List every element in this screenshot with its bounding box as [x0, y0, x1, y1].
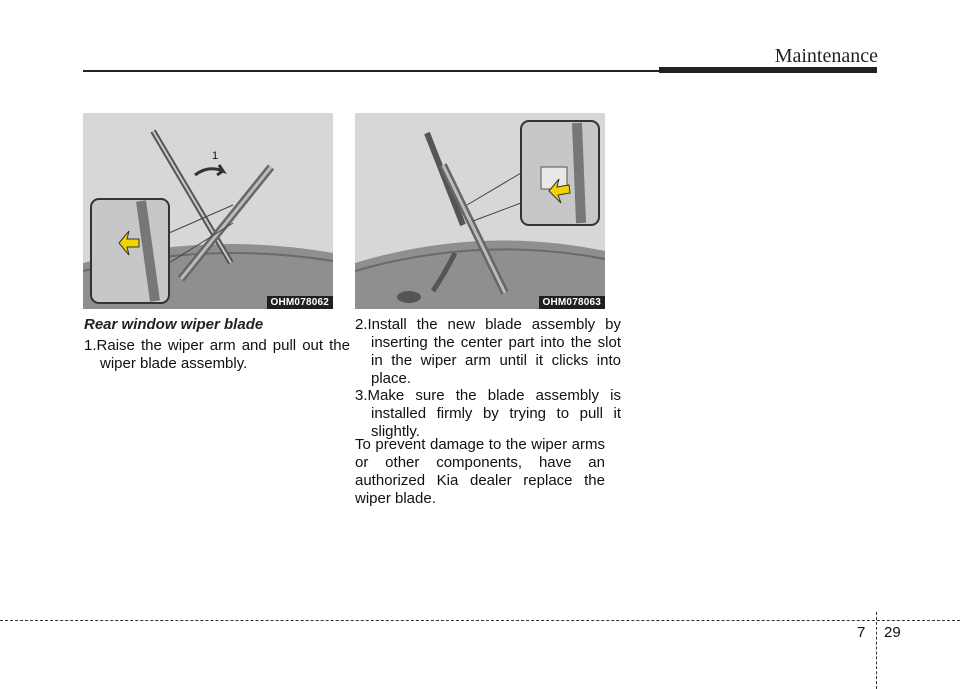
header-rule-thin: [83, 70, 663, 72]
figure-remove-blade: [83, 113, 333, 309]
footer-dashed-rule: [0, 620, 960, 621]
callout-number: 1: [212, 150, 219, 162]
service-note: To prevent damage to the wiper arms or other components, have an authorized Kia dealer replace the wiper blade.: [355, 436, 605, 507]
wiper-pivot: [397, 291, 421, 303]
step-number: 2.: [355, 316, 368, 333]
step-1: [84, 337, 350, 373]
step-3: [355, 387, 621, 441]
step-text: Raise the wiper arm and pull out the wiper blade assembly.: [96, 337, 350, 372]
wiper-removal-illustration: [83, 113, 333, 309]
step-text: Install the new blade assembly by inserting the center part into the slot in the wiper arm until it clicks into place.: [367, 316, 621, 387]
step-2: [355, 316, 621, 388]
chapter-number: 7: [857, 624, 866, 641]
step-text: Make sure the blade assembly is installed firmly by trying to pull it slightly.: [367, 387, 621, 440]
step-number: 3.: [355, 387, 368, 404]
wiper-install-illustration: [355, 113, 605, 309]
figure-code: OHM078063: [539, 296, 606, 309]
wiper-arm: [427, 133, 463, 225]
footer-vertical-separator: [876, 612, 877, 689]
figure-install-blade: [355, 113, 605, 309]
page-number: 29: [884, 624, 901, 641]
header-rule-thick: [659, 67, 877, 73]
step-number: 1.: [84, 337, 97, 354]
section-title: Rear window wiper blade: [84, 316, 264, 333]
figure-code: OHM078062: [267, 296, 334, 309]
page-header-title: Maintenance: [774, 45, 878, 67]
rotation-arrow: [195, 165, 223, 175]
